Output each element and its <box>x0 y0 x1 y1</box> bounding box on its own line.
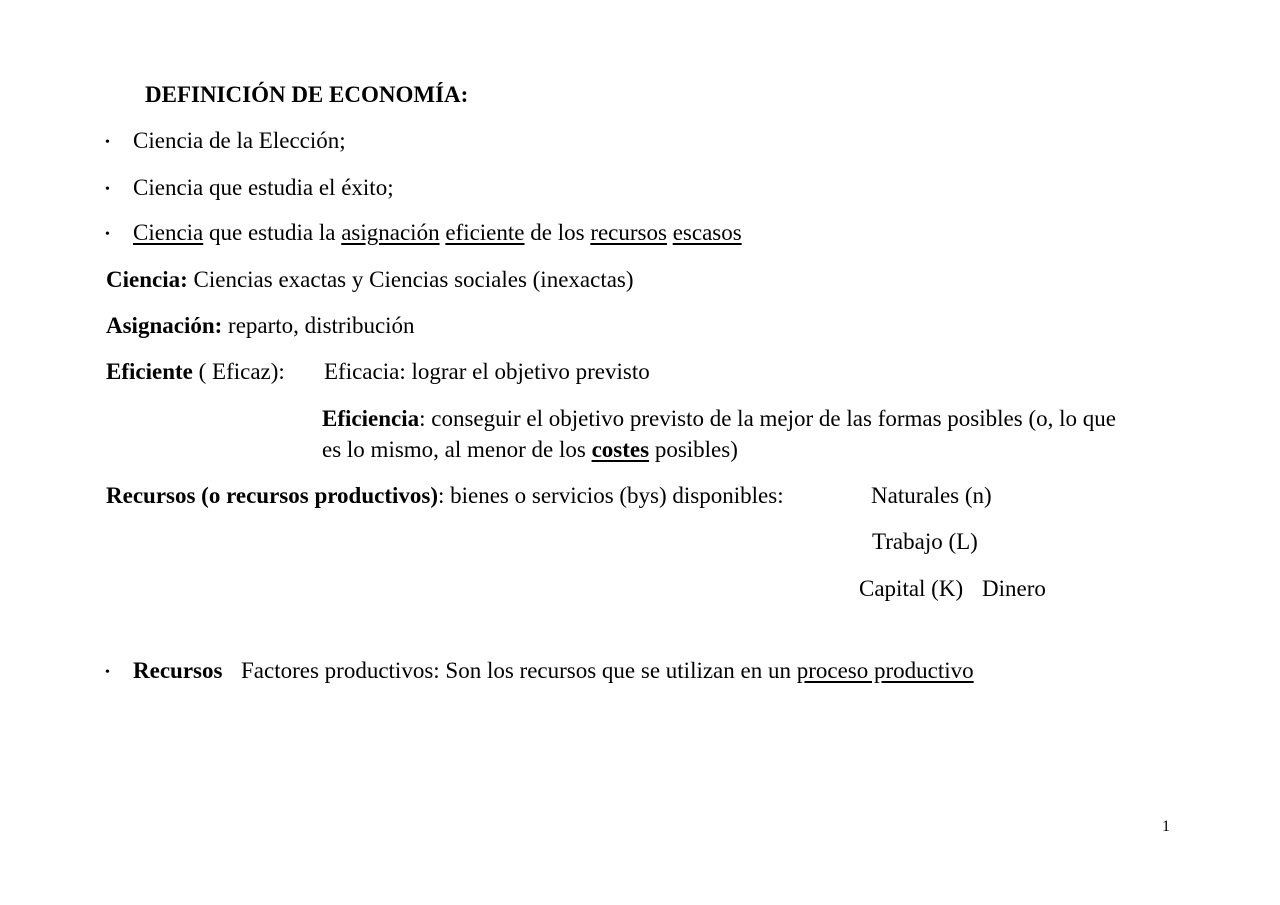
recurso-naturales: Naturales (n) <box>871 483 992 508</box>
underlined-term: eficiente <box>445 220 525 245</box>
term-label: Ciencia: <box>106 267 188 292</box>
term-label: Recursos <box>133 658 223 683</box>
factores-definition: Factores productivos: Son los recursos que se utilizan en un proceso productivo <box>241 658 974 683</box>
page-title: DEFINICIÓN DE ECONOMÍA: <box>145 82 469 107</box>
page-number: 1 <box>1162 818 1170 835</box>
bullet-icon: • <box>105 182 110 197</box>
ciencia-definition: Ciencia: Ciencias exactas y Ciencias sociales (inexactas) <box>106 267 634 292</box>
eficacia-definition: Eficacia: lograr el objetivo previsto <box>324 359 650 384</box>
definition-1: Ciencia de la Elección; <box>133 128 346 153</box>
underlined-term: recursos <box>590 220 667 245</box>
term-label: Eficiente <box>106 359 193 384</box>
underlined-term: proceso productivo <box>796 658 974 683</box>
definition-2: Ciencia que estudia el éxito; <box>133 175 394 200</box>
term-label: Eficiencia <box>322 406 420 431</box>
recurso-capital: Capital (K) <box>859 576 964 601</box>
recurso-dinero: Dinero <box>982 576 1046 601</box>
asignacion-definition: Asignación: reparto, distribución <box>106 313 415 338</box>
underlined-term: asignación <box>341 220 440 245</box>
bullet-icon: • <box>105 227 110 242</box>
recursos-definition: Recursos (o recursos productivos): bienes o servicios (bys) disponibles: <box>106 483 784 508</box>
bullet-icon: • <box>105 665 110 680</box>
term-label: Recursos (o recursos productivos) <box>106 483 438 508</box>
underlined-term: Ciencia <box>133 220 204 245</box>
bullet-icon: • <box>105 135 110 150</box>
definition-3: Ciencia que estudia la asignación eficiente de los recursos escasos <box>133 220 742 245</box>
eficiencia-definition-line2: es lo mismo, al menor de los costes posibles) <box>322 437 738 462</box>
eficiencia-definition-line1: Eficiencia: conseguir el objetivo previsto de la mejor de las formas posibles (o, lo que <box>322 406 1116 431</box>
factores-term <box>133 655 222 686</box>
recurso-trabajo: Trabajo (L) <box>872 529 978 554</box>
term-label: Asignación: <box>106 313 223 338</box>
eficiente-definition: Eficiente ( Eficaz): <box>106 359 285 384</box>
underlined-term: costes <box>591 437 650 462</box>
underlined-term: escasos <box>672 220 742 245</box>
